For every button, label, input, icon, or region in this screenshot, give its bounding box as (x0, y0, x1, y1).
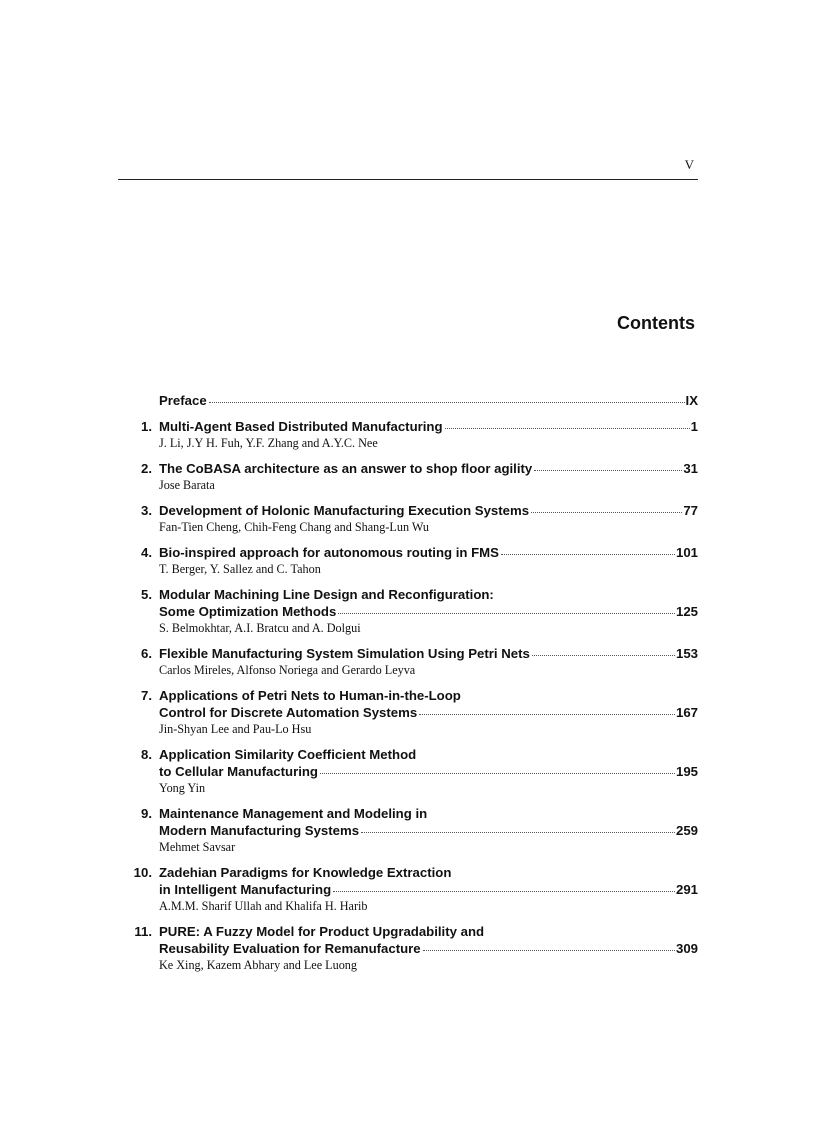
chapter-title: Multi-Agent Based Distributed Manufacturing (159, 419, 443, 434)
page-ref: IX (685, 393, 698, 408)
chapter-number: 2. (141, 461, 152, 476)
dot-leader (320, 773, 675, 774)
chapter-authors: Carlos Mireles, Alfonso Noriega and Gerardo Leyva (159, 663, 416, 677)
chapter-title: Control for Discrete Automation Systems (159, 705, 418, 720)
chapter-authors: Jose Barata (159, 478, 215, 492)
chapter-title: Applications of Petri Nets to Human-in-the-Loop (159, 688, 461, 703)
page-ref: 153 (675, 646, 698, 661)
chapter-number: 6. (141, 646, 152, 661)
page-ref: 259 (675, 823, 698, 838)
chapter-title: Preface (159, 393, 207, 408)
dot-leader (531, 512, 682, 513)
chapter-title: PURE: A Fuzzy Model for Product Upgradability and (159, 924, 485, 939)
toc-entry[interactable] (118, 544, 698, 577)
chapter-title: to Cellular Manufacturing (159, 764, 318, 779)
header-rule (118, 179, 698, 180)
chapter-title: Flexible Manufacturing System Simulation Using Petri Nets (159, 646, 530, 661)
chapter-authors: Ke Xing, Kazem Abhary and Lee Luong (159, 958, 357, 972)
chapter-authors: J. Li, J.Y H. Fuh, Y.F. Zhang and A.Y.C. Nee (159, 436, 378, 450)
chapter-number: 8. (141, 747, 152, 762)
chapter-number: 1. (141, 419, 152, 434)
dot-leader (338, 613, 675, 614)
toc-entry[interactable] (118, 746, 698, 796)
chapter-number: 3. (141, 503, 152, 518)
page-ref: 291 (675, 882, 698, 897)
toc-entry[interactable] (118, 864, 698, 914)
chapter-number: 9. (141, 806, 152, 821)
chapter-title: Some Optimization Methods (159, 604, 337, 619)
chapter-number: 10. (133, 865, 152, 880)
chapter-title: Reusability Evaluation for Remanufacture (159, 941, 421, 956)
chapter-authors: T. Berger, Y. Sallez and C. Tahon (159, 562, 321, 576)
page-ref: 101 (675, 545, 698, 560)
dot-leader (423, 950, 675, 951)
table-of-contents (118, 392, 698, 973)
dot-leader (532, 655, 675, 656)
chapter-number: 5. (141, 587, 152, 602)
page-ref: 125 (675, 604, 698, 619)
chapter-number: 4. (141, 545, 152, 560)
chapter-title: Development of Holonic Manufacturing Execution Systems (159, 503, 530, 518)
chapter-title: Modular Machining Line Design and Reconfiguration: (159, 587, 494, 602)
chapter-authors: Fan-Tien Cheng, Chih-Feng Chang and Shang-Lun Wu (159, 520, 429, 534)
chapter-authors: A.M.M. Sharif Ullah and Khalifa H. Harib (159, 899, 368, 913)
chapter-title: in Intelligent Manufacturing (159, 882, 332, 897)
page-ref: 77 (683, 503, 698, 518)
chapter-title: Modern Manufacturing Systems (159, 823, 360, 838)
toc-entry[interactable] (118, 687, 698, 737)
page-ref: 195 (675, 764, 698, 779)
toc-entry[interactable] (118, 645, 698, 678)
toc-entry[interactable] (118, 923, 698, 973)
page-ref: 167 (675, 705, 698, 720)
dot-leader (534, 470, 682, 471)
dot-leader (501, 554, 675, 555)
dot-leader (209, 402, 685, 403)
chapter-title: Maintenance Management and Modeling in (159, 806, 428, 821)
page-number: V (684, 157, 694, 172)
chapter-title: Bio-inspired approach for autonomous routing in FMS (159, 545, 499, 560)
page-ref: 31 (683, 461, 698, 476)
dot-leader (445, 428, 690, 429)
page-ref: 309 (675, 941, 698, 956)
dot-leader (361, 832, 675, 833)
chapter-number: 11. (134, 924, 152, 939)
toc-entry[interactable] (118, 392, 698, 409)
dot-leader (419, 714, 675, 715)
page-ref: 1 (690, 419, 698, 434)
toc-entry[interactable] (118, 460, 698, 493)
dot-leader (333, 891, 675, 892)
chapter-title: Application Similarity Coefficient Method (159, 747, 417, 762)
chapter-authors: Mehmet Savsar (159, 840, 236, 854)
chapter-authors: S. Belmokhtar, A.I. Bratcu and A. Dolgui (159, 621, 361, 635)
toc-entry[interactable] (118, 805, 698, 855)
chapter-authors: Jin-Shyan Lee and Pau-Lo Hsu (159, 722, 312, 736)
chapter-title: Zadehian Paradigms for Knowledge Extraction (159, 865, 452, 880)
toc-entry[interactable] (118, 418, 698, 451)
chapter-number: 7. (141, 688, 152, 703)
chapter-title: The CoBASA architecture as an answer to shop floor agility (159, 461, 533, 476)
chapter-authors: Yong Yin (159, 781, 206, 795)
toc-entry[interactable] (118, 586, 698, 636)
toc-entry[interactable] (118, 502, 698, 535)
contents-heading: Contents (617, 313, 695, 333)
